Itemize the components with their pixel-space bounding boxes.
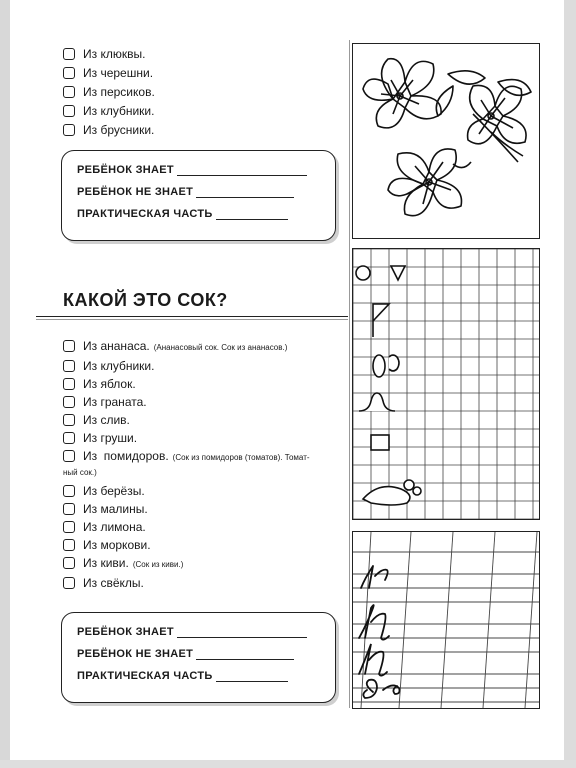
leaf: [448, 71, 485, 84]
checkbox[interactable]: [63, 432, 75, 444]
page-right-edge: [564, 0, 576, 768]
ruling-lines: [353, 532, 539, 708]
knows-row: [77, 626, 307, 638]
checkbox[interactable]: [63, 360, 75, 372]
list-item[interactable]: [63, 576, 310, 590]
list-item[interactable]: [63, 449, 310, 480]
berry-juice-checklist: [63, 47, 155, 137]
mouse-ear: [413, 487, 421, 495]
triangle-shape: [391, 266, 405, 280]
list-item[interactable]: [63, 484, 310, 498]
practice-label: ПРАКТИЧЕСКАЯ ЧАСТЬ: [77, 670, 213, 682]
column-divider: [349, 40, 350, 708]
not-knows-label: РЕБЁНОК НЕ ЗНАЕТ: [77, 648, 194, 660]
answer-line[interactable]: [216, 671, 288, 682]
page-bottom-edge: [0, 760, 576, 768]
letter-stroke: [383, 685, 400, 694]
knows-label: РЕБЁНОК ЗНАЕТ: [77, 164, 174, 176]
checkbox[interactable]: [63, 396, 75, 408]
knows-label: РЕБЁНОК ЗНАЕТ: [77, 626, 174, 638]
corner-shape: [373, 304, 389, 337]
checkbox[interactable]: [63, 340, 75, 352]
item-note: (Ананасовый сок. Сок из ананасов.): [153, 343, 288, 352]
assessment-box-top: [61, 150, 336, 241]
answer-line[interactable]: [196, 187, 294, 198]
flower-branch-icon: [353, 44, 539, 238]
item-label-text: Из помидоров.: [83, 449, 169, 463]
checkbox[interactable]: [63, 557, 75, 569]
item-label: Из персиков.: [83, 85, 155, 99]
leaf: [436, 86, 453, 116]
flower-bottom: [388, 149, 462, 216]
checkbox[interactable]: [63, 378, 75, 390]
list-item[interactable]: [63, 520, 310, 534]
list-item[interactable]: [63, 377, 310, 391]
checkbox[interactable]: [63, 521, 75, 533]
item-label: Из черешни.: [83, 66, 154, 80]
item-label: [83, 556, 183, 572]
graph-paper-exercise: [353, 249, 539, 519]
juice-checklist: [63, 339, 310, 590]
answer-line[interactable]: [177, 165, 307, 176]
heading-rule: [36, 316, 348, 317]
item-label: Из свёклы.: [83, 576, 144, 590]
checkbox[interactable]: [63, 105, 75, 117]
answer-line[interactable]: [196, 649, 294, 660]
not-knows-row: [77, 648, 294, 660]
practice-row: [77, 670, 288, 682]
letter-stroke: [363, 680, 377, 698]
checkbox[interactable]: [63, 414, 75, 426]
checkbox[interactable]: [63, 485, 75, 497]
grid-lines: [353, 249, 539, 519]
item-note: (Сок из помидоров (томатов). Томат-: [172, 453, 310, 462]
list-item[interactable]: [63, 395, 310, 409]
item-note: (Сок из киви.): [132, 560, 184, 569]
knows-row: [77, 164, 307, 176]
flower-top-left: [363, 59, 441, 128]
rectangle-shape: [371, 435, 389, 450]
writing-panel: [352, 531, 540, 709]
item-label-text: Из киви.: [83, 556, 129, 570]
checkbox[interactable]: [63, 124, 75, 136]
shape-8: [389, 355, 399, 371]
practice-row: [77, 208, 288, 220]
checkbox[interactable]: [63, 503, 75, 515]
heading-rule-shadow: [36, 319, 348, 320]
letter-stroke: [359, 605, 389, 640]
item-label: [63, 449, 310, 480]
checkbox[interactable]: [63, 577, 75, 589]
item-label: Из слив.: [83, 413, 130, 427]
list-item[interactable]: [63, 502, 310, 516]
item-label: Из клубники.: [83, 359, 155, 373]
not-knows-label: РЕБЁНОК НЕ ЗНАЕТ: [77, 186, 194, 198]
list-item[interactable]: [63, 359, 310, 373]
flower-right: [468, 85, 526, 143]
item-label: Из яблок.: [83, 377, 136, 391]
item-label-text: Из ананаса.: [83, 339, 150, 353]
list-item[interactable]: [63, 47, 155, 61]
list-item[interactable]: [63, 431, 310, 445]
letter-stroke: [361, 566, 388, 588]
answer-line[interactable]: [216, 209, 288, 220]
item-label: Из моркови.: [83, 538, 151, 552]
item-label: Из клюквы.: [83, 47, 146, 61]
ellipse-shape: [373, 355, 385, 377]
page-left-edge: [0, 0, 10, 768]
cursive-writing-exercise: [353, 532, 539, 708]
item-label: Из лимона.: [83, 520, 146, 534]
list-item[interactable]: [63, 123, 155, 137]
list-item[interactable]: [63, 556, 310, 572]
mouse-shape: [363, 487, 410, 505]
item-label: Из клубники.: [83, 104, 155, 118]
item-note-wrap: ный сок.): [63, 468, 97, 477]
item-label: Из груши.: [83, 431, 138, 445]
list-item[interactable]: [63, 85, 155, 99]
assessment-box-bottom: [61, 612, 336, 703]
list-item[interactable]: [63, 104, 155, 118]
item-label: Из малины.: [83, 502, 148, 516]
branch-stem: [473, 114, 518, 162]
item-label: Из брусники.: [83, 123, 155, 137]
coloring-panel: [352, 43, 540, 239]
checkbox[interactable]: [63, 86, 75, 98]
item-label: [83, 339, 287, 355]
checkbox[interactable]: [63, 48, 75, 60]
list-item[interactable]: [63, 339, 310, 355]
list-item[interactable]: [63, 413, 310, 427]
item-label: Из граната.: [83, 395, 147, 409]
not-knows-row: [77, 186, 294, 198]
list-item[interactable]: [63, 66, 155, 80]
answer-line[interactable]: [177, 627, 307, 638]
section-heading: КАКОЙ ЭТО СОК?: [63, 290, 228, 310]
checkbox[interactable]: [63, 67, 75, 79]
item-label: Из берёзы.: [83, 484, 145, 498]
mouse-ear: [404, 480, 414, 490]
checkbox[interactable]: [63, 539, 75, 551]
grid-panel: [352, 248, 540, 520]
circle-shape: [356, 266, 370, 280]
list-item[interactable]: [63, 538, 310, 552]
leaf: [498, 80, 531, 96]
practice-label: ПРАКТИЧЕСКАЯ ЧАСТЬ: [77, 208, 213, 220]
checkbox[interactable]: [63, 450, 75, 462]
hat-shape: [359, 393, 395, 411]
